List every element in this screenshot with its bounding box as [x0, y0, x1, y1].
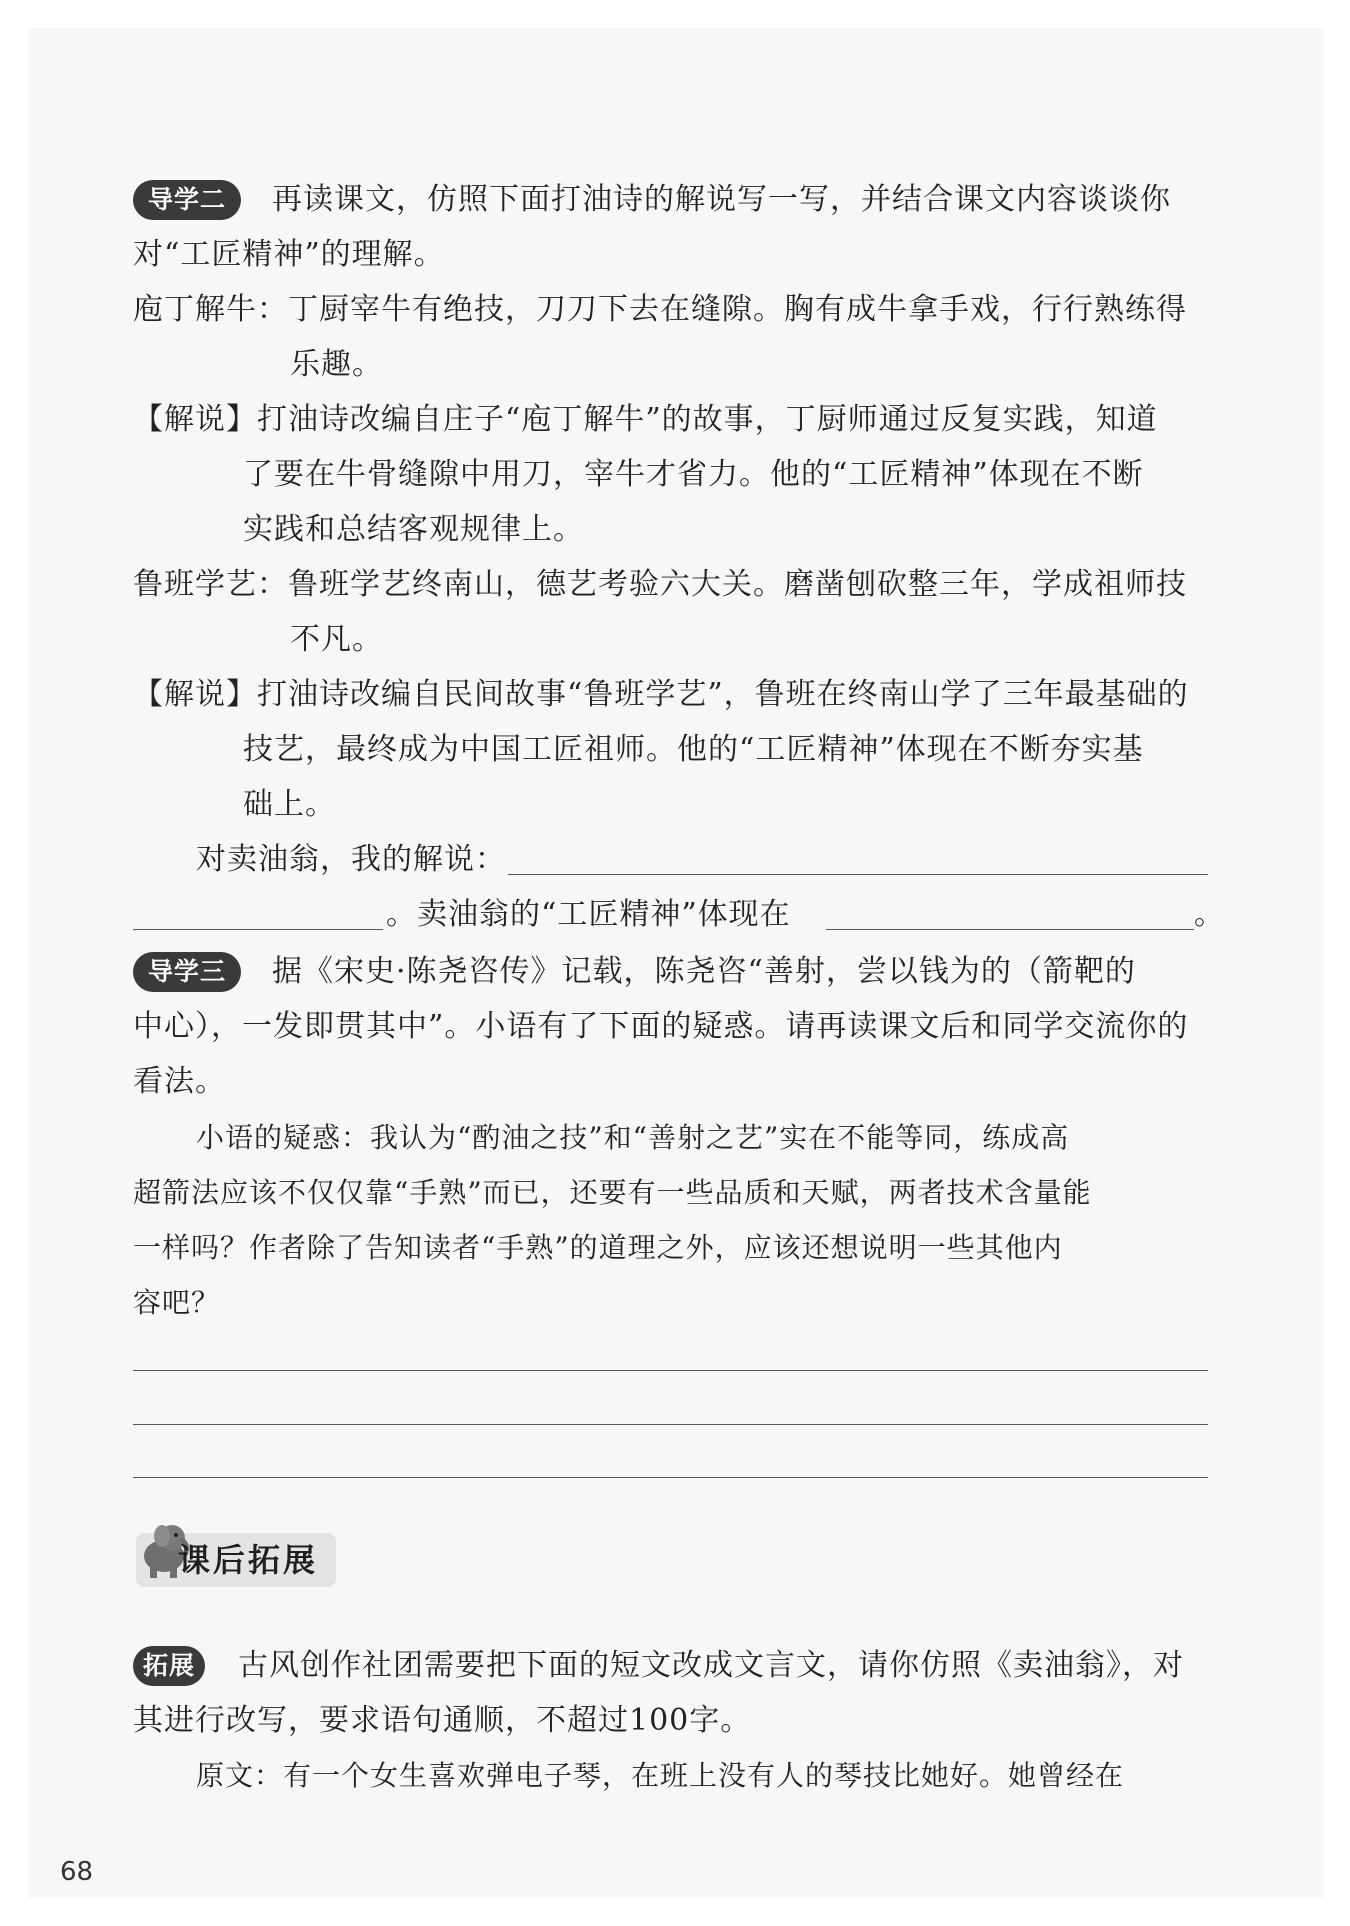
guide3-intro-line3: 看法。 [133, 1064, 226, 1099]
xiaoyu-doubt-line1: 小语的疑惑：我认为“酌油之技”和“善射之艺”实在不能等同，练成高 [196, 1121, 1070, 1154]
poem-luban-line2: 不凡。 [290, 622, 383, 657]
xiaoyu-doubt-line2: 超箭法应该不仅仅靠“手熟”而已，还要有一些品质和天赋，两者技术含量能 [133, 1176, 1092, 1209]
fill-end-mark: 。 [1194, 897, 1225, 932]
explanation-luban-line1: 【解说】打油诗改编自民间故事“鲁班学艺”，鲁班在终南山学了三年最基础的 [133, 677, 1189, 712]
writing-line-1[interactable] [133, 1370, 1208, 1371]
guide2-instruction-line1: 再读课文，仿照下面打油诗的解说写一写，并结合课文内容谈谈你 [272, 182, 1171, 217]
explanation-paoding-line2: 了要在牛骨缝隙中用刀，宰牛才省力。他的“工匠精神”体现在不断 [243, 457, 1144, 492]
fill-middle-text: 。卖油翁的“工匠精神”体现在 [386, 897, 791, 932]
explanation-paoding-line1: 【解说】打油诗改编自庄子“庖丁解牛”的故事，丁厨师通过反复实践，知道 [133, 402, 1158, 437]
poem-luban-line1: 鲁班学艺：鲁班学艺终南山，德艺考验六大关。磨凿刨砍整三年，学成祖师技 [133, 567, 1187, 602]
fill-prompt: 对卖油翁，我的解说： [196, 842, 506, 877]
guide3-intro-line1: 据《宋史·陈尧咨传》记载，陈尧咨“善射，尝以钱为的（箭靶的 [272, 954, 1136, 989]
original-text-line1: 原文：有一个女生喜欢弹电子琴，在班上没有人的琴技比她好。她曾经在 [196, 1759, 1125, 1792]
guide3-badge: 导学三 [133, 952, 241, 992]
answer-blank-3[interactable] [826, 929, 1194, 930]
explanation-luban-line2: 技艺，最终成为中国工匠祖师。他的“工匠精神”体现在不断夯实基 [243, 732, 1144, 767]
guide2-instruction-line2: 对“工匠精神”的理解。 [133, 237, 445, 272]
extension-badge: 拓展 [133, 1646, 205, 1686]
answer-blank-2[interactable] [133, 929, 383, 930]
extension-line2: 其进行改写，要求语句通顺，不超过100字。 [133, 1703, 752, 1738]
page-number: 68 [60, 1857, 94, 1887]
writing-line-3[interactable] [133, 1477, 1208, 1478]
xiaoyu-doubt-line3: 一样吗？作者除了告知读者“手熟”的道理之外，应该还想说明一些其他内 [133, 1231, 1063, 1264]
after-class-title: 课后拓展 [178, 1541, 319, 1579]
explanation-luban-line3: 础上。 [243, 787, 336, 822]
guide2-badge: 导学二 [133, 180, 241, 220]
writing-line-2[interactable] [133, 1424, 1208, 1425]
answer-blank-1[interactable] [508, 874, 1208, 875]
extension-line1: 古风创作社团需要把下面的短文改成文言文，请你仿照《卖油翁》，对 [238, 1648, 1184, 1683]
poem-paoding-line1: 庖丁解牛：丁厨宰牛有绝技，刀刀下去在缝隙。胸有成牛拿手戏，行行熟练得 [133, 292, 1187, 327]
xiaoyu-doubt-line4: 容吧？ [133, 1286, 221, 1319]
poem-paoding-line2: 乐趣。 [290, 347, 383, 382]
guide3-intro-line2: 中心），一发即贯其中”。小语有了下面的疑惑。请再读课文后和同学交流你的 [133, 1009, 1189, 1044]
explanation-paoding-line3: 实践和总结客观规律上。 [243, 512, 584, 547]
